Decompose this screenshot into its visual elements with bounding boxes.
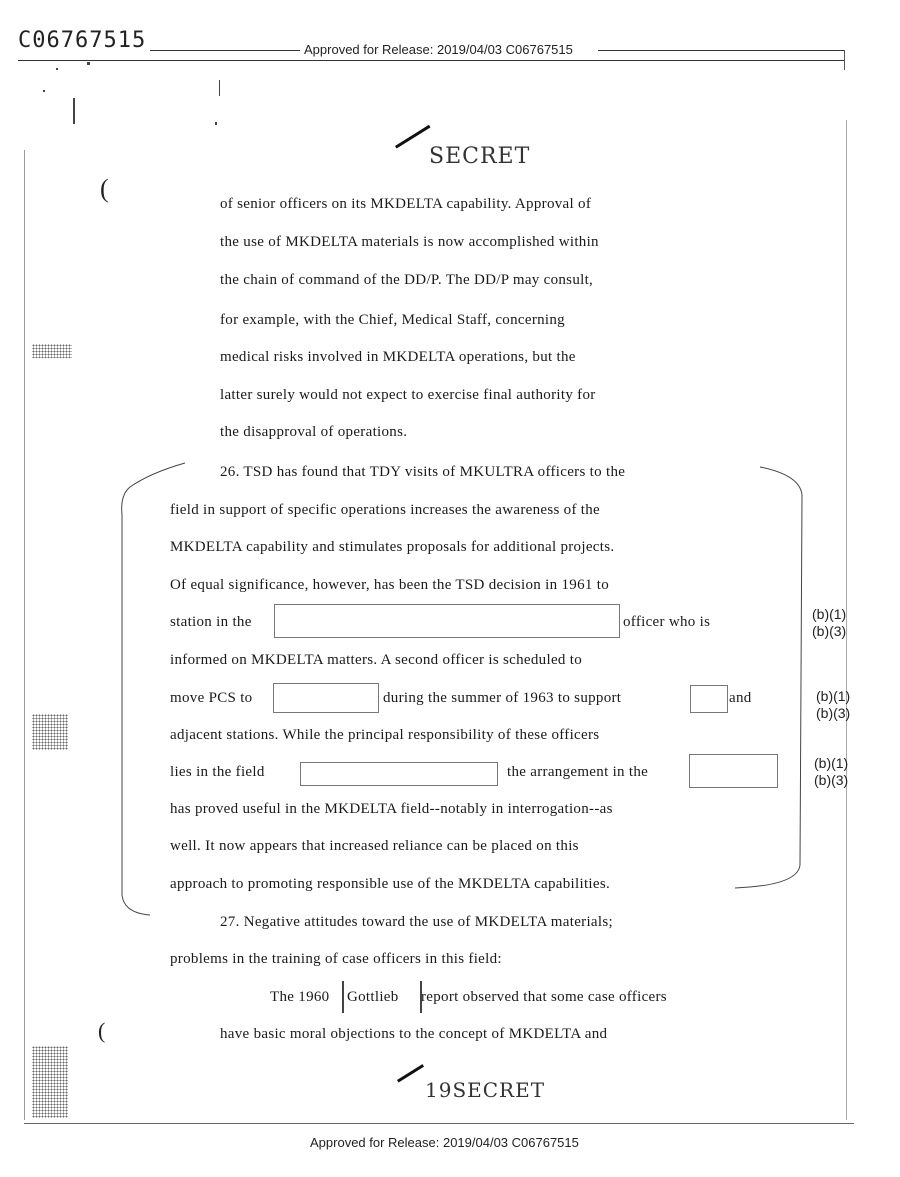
- paragraph-26-line: 26. TSD has found that TDY visits of MKULTRA officers to the: [220, 464, 626, 480]
- text-line: approach to promoting responsible use of the MKDELTA capabilities.: [170, 876, 611, 892]
- page-edge-right: [844, 50, 845, 70]
- text-line: report observed that some case officers: [421, 989, 667, 1005]
- scan-paren-mark: (: [100, 174, 109, 203]
- text-line: adjacent stations. While the principal responsibility of these officers: [170, 727, 600, 743]
- scan-mark: [73, 98, 75, 124]
- text-line: field in support of specific operations increases the awareness of the: [170, 502, 601, 518]
- redaction-box: [689, 754, 778, 788]
- document-id: C06767515: [18, 28, 147, 53]
- redaction-box: [274, 604, 620, 638]
- classification-label: SECRET: [429, 144, 531, 169]
- exemption-code: [814, 755, 848, 789]
- text-line: lies in the field: [170, 764, 265, 780]
- exemption-b3: (b)(3): [812, 623, 847, 639]
- scan-mark: [56, 68, 58, 70]
- classification-stamp-top: [393, 144, 530, 169]
- text-line: the arrangement in the: [507, 764, 649, 780]
- release-stamp-bottom: Approved for Release: 2019/04/03 C06767515: [310, 1135, 579, 1150]
- scan-mark: [87, 62, 90, 65]
- text-line: informed on MKDELTA matters. A second officer is scheduled to: [170, 652, 583, 668]
- scan-mark: [219, 80, 220, 96]
- text-line: The 1960: [270, 989, 330, 1005]
- text-line: move PCS to: [170, 690, 253, 706]
- release-stamp-top: Approved for Release: 2019/04/03 C06767515: [304, 42, 573, 57]
- text-line: station in the: [170, 614, 252, 630]
- text-line: the disapproval of operations.: [220, 424, 408, 440]
- text-line: the chain of command of the DD/P. The DD/P may consult,: [220, 272, 594, 288]
- redaction-box: [273, 683, 379, 713]
- text-line: medical risks involved in MKDELTA operations, but the: [220, 349, 576, 365]
- text-line: officer who is: [623, 614, 711, 630]
- scan-edge-left: [24, 150, 25, 1120]
- redaction-box: [690, 685, 728, 713]
- paragraph-27-line: 27. Negative attitudes toward the use of MKDELTA materials;: [220, 914, 613, 930]
- classification-stamp-bottom: [395, 1078, 545, 1102]
- redacted-name: Gottlieb: [347, 989, 399, 1005]
- scan-mark: [43, 90, 45, 92]
- scan-noise-patch: [32, 1046, 68, 1118]
- text-line: and: [729, 690, 752, 706]
- text-line: has proved useful in the MKDELTA field--notably in interrogation--as: [170, 801, 613, 817]
- header-rule: [18, 60, 844, 61]
- scan-noise-patch: [32, 714, 68, 750]
- text-line: of senior officers on its MKDELTA capability. Approval of: [220, 196, 592, 212]
- exemption-code: [816, 688, 850, 722]
- text-line: the use of MKDELTA materials is now accomplished within: [220, 234, 599, 250]
- text-line: have basic moral objections to the concept of MKDELTA and: [220, 1026, 608, 1042]
- exemption-b3: (b)(3): [814, 772, 849, 788]
- redaction-box: [300, 762, 498, 786]
- text-line: latter surely would not expect to exercise final authority for: [220, 387, 596, 403]
- scan-noise-patch: [32, 344, 72, 358]
- scan-mark: [215, 122, 217, 125]
- text-line: Of equal significance, however, has been the TSD decision in 1961 to: [170, 577, 609, 593]
- text-line: for example, with the Chief, Medical Staff, concerning: [220, 312, 565, 328]
- classification-label: SECRET: [452, 1078, 546, 1102]
- exemption-b3: (b)(3): [816, 705, 851, 721]
- text-line: problems in the training of case officers in this field:: [170, 951, 502, 967]
- footer-rule: [24, 1123, 854, 1124]
- exemption-b1: (b)(1): [812, 606, 847, 622]
- text-line: well. It now appears that increased reliance can be placed on this: [170, 838, 579, 854]
- header-rule-right: [598, 50, 844, 51]
- text-line: MKDELTA capability and stimulates proposals for additional projects.: [170, 539, 615, 555]
- text-line: during the summer of 1963 to support: [383, 690, 622, 706]
- header-rule-left: [150, 50, 300, 51]
- exemption-b1: (b)(1): [816, 688, 851, 704]
- page-number: 19: [425, 1078, 453, 1102]
- exemption-code: [812, 606, 846, 640]
- exemption-b1: (b)(1): [814, 755, 849, 771]
- scan-paren-mark: (: [98, 1018, 106, 1043]
